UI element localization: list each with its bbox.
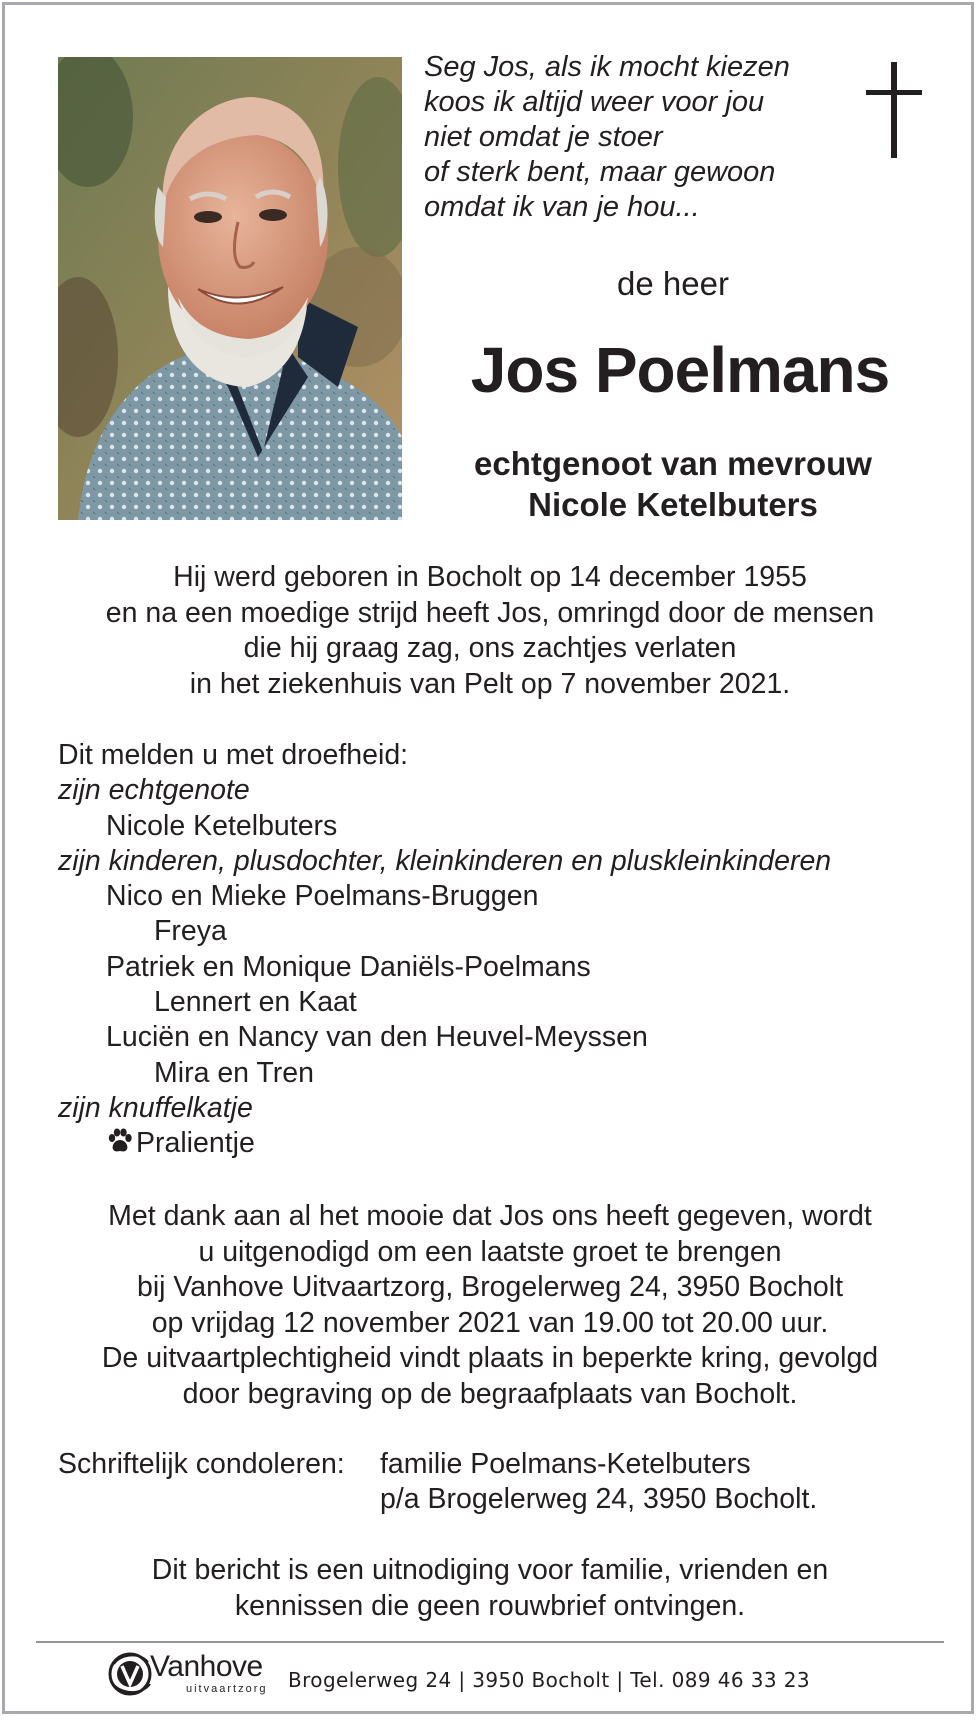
poem-line: omdat ik van je hou... (424, 191, 700, 223)
biography-paragraph (30, 560, 950, 702)
visitation-paragraph (30, 1199, 950, 1412)
logo-subtitle: uitvaartzorg (186, 1683, 268, 1695)
poem-line: of sterk bent, maar gewoon (424, 156, 776, 188)
visitation-line: door begraving op de begraafplaats van Bocholt. (182, 1377, 798, 1410)
family-category: zijn kinderen, plusdochter, kleinkinderen en pluskleinkinderen (58, 844, 832, 877)
visitation-line: op vrijdag 12 november 2021 van 19.00 tot 20.00 uur. (151, 1306, 829, 1339)
family-member: Freya (154, 915, 227, 948)
family-member: Luciën en Nancy van den Heuvel-Meyssen (106, 1021, 648, 1054)
invitation-line: Dit bericht is een uitnodiging voor familie, vrienden en (151, 1554, 829, 1586)
footer-divider (36, 1641, 944, 1643)
family-member: Nico en Mieke Poelmans-Bruggen (106, 880, 539, 913)
biography-line: en na een moedige strijd heeft Jos, omringd door de mensen (105, 596, 875, 629)
paw-icon (106, 1127, 134, 1155)
family-category: zijn knuffelkatje (58, 1091, 253, 1124)
spouse-text: Nicole Ketelbuters (528, 486, 818, 523)
family-list (58, 738, 831, 1162)
poem-line: niet omdat je stoer (424, 121, 663, 153)
condolence-street: p/a Brogelerweg 24, 3950 Bocholt. (380, 1483, 818, 1515)
family-member: Nicole Ketelbuters (106, 809, 338, 842)
memorial-poem (424, 50, 790, 225)
family-member: Lennert en Kaat (154, 986, 357, 1019)
cross-icon (866, 62, 922, 158)
visitation-line: u uitgenodigd om een laatste groet te brengen (198, 1235, 782, 1268)
condolence-label: Schriftelijk condoleren: (58, 1448, 345, 1480)
pet-name: Pralientje (136, 1127, 255, 1160)
invitation-line: kennissen die geen rouwbrief ontvingen. (234, 1590, 746, 1622)
visitation-line: Met dank aan al het mooie dat Jos ons heeft gegeven, wordt (108, 1200, 872, 1232)
deceased-name: Jos Poelmans (470, 334, 890, 406)
portrait-photo (58, 57, 402, 520)
visitation-line: De uitvaartplechtigheid vindt plaats in beperkte kring, gevolgd (101, 1342, 879, 1374)
spouse-text: echtgenoot van mevrouw (474, 445, 872, 482)
visitation-line: bij Vanhove Uitvaartzorg, Brogelerweg 24, 3950 Bocholt (136, 1271, 844, 1303)
family-member: Patriek en Monique Daniëls-Poelmans (106, 950, 591, 983)
invitation-note (30, 1552, 950, 1624)
vanhove-logo-mark (106, 1648, 156, 1698)
poem-line: Seg Jos, als ik mocht kiezen (424, 51, 790, 83)
biography-line: Hij werd geboren in Bocholt op 14 december 1955 (173, 561, 807, 593)
family-category: zijn echtgenote (58, 774, 250, 807)
spouse-line (420, 443, 926, 525)
biography-line: die hij graag zag, ons zachtjes verlaten (243, 632, 737, 664)
footer-address: Brogelerweg 24 | 3950 Bocholt | Tel. 089 46 33 23 (288, 1668, 811, 1692)
logo-name: Vanhove (150, 1650, 263, 1683)
condolence-address (380, 1447, 817, 1517)
funeral-home-logo (106, 1648, 276, 1704)
family-intro: Dit melden u met droefheid: (58, 739, 409, 771)
biography-line: in het ziekenhuis van Pelt op 7 november 2021. (189, 667, 791, 700)
condolence-recipient: familie Poelmans-Ketelbuters (380, 1448, 751, 1480)
family-member: Mira en Tren (154, 1056, 314, 1089)
salutation: de heer (617, 265, 729, 302)
poem-line: koos ik altijd weer voor jou (424, 86, 765, 118)
family-member-pet (58, 1126, 831, 1161)
